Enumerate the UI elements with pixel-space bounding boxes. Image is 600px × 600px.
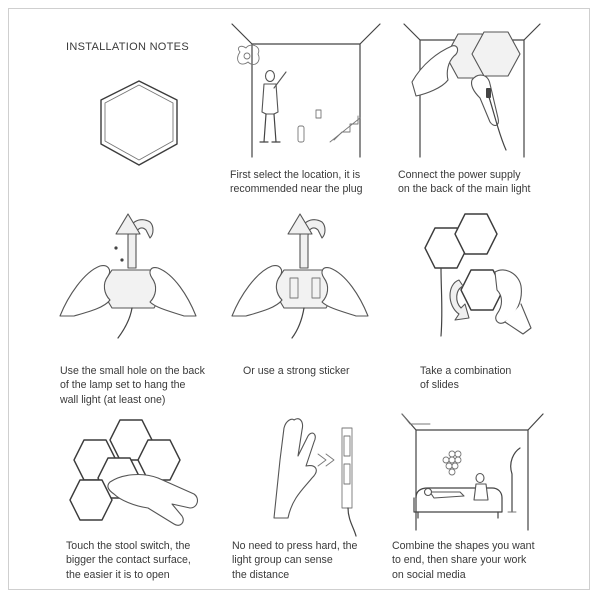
step-caption-2: Connect the power supply on the back of the main light [398, 169, 531, 196]
power-connection-illustration [402, 22, 542, 157]
hang-on-hole-illustration [58, 208, 198, 338]
step-caption-8: Combine the shapes you want to end, then share your work on social media [392, 540, 535, 581]
combine-slides-illustration [405, 210, 545, 340]
step-caption-3: Use the small hole on the back of the lamp set to hang the wall light (at least one) [60, 365, 205, 406]
step-caption-6: Touch the stool switch, the bigger the contact surface, the easier it is to open [66, 540, 191, 581]
touch-switch-illustration [62, 408, 202, 538]
living-room-illustration [400, 412, 545, 530]
hexagon-panel [101, 81, 177, 165]
step-caption-1: First select the location, it is recommended near the plug [230, 169, 363, 196]
distance-sensing-illustration [264, 408, 364, 538]
page-title: INSTALLATION NOTES [66, 41, 189, 53]
hexagon-panel-illustration [85, 75, 195, 175]
step-caption-7: No need to press hard, the light group can sense the distance [232, 540, 358, 581]
hexagon-wall-art [443, 451, 461, 475]
room-location-illustration [230, 22, 380, 157]
step-caption-5: Take a combination of slides [420, 365, 512, 392]
sticker-mount-illustration [230, 208, 370, 338]
step-caption-4: Or use a strong sticker [243, 365, 350, 377]
